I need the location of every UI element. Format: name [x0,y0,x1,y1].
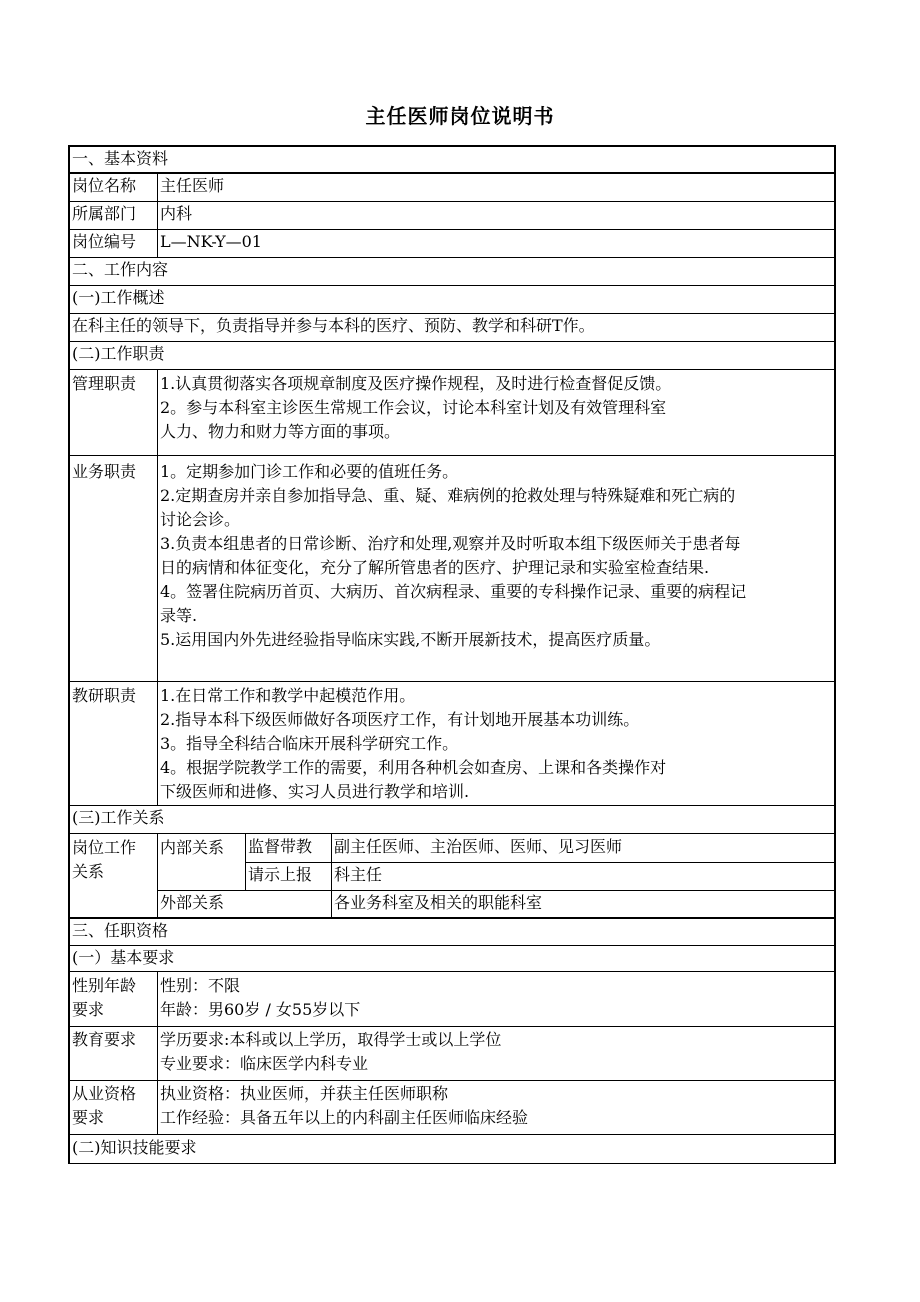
business-duty-line: 日的病情和体征变化，充分了解所管患者的医疗、护理记录和实验室检查结果. [160,558,710,577]
value-position-code: L—NK-Y—01 [157,229,836,258]
label-position-name: 岗位名称 [68,173,158,202]
work-relations-label-line: 岗位工作 [72,838,137,857]
major-requirement: 专业要求：临床医学内科专业 [160,1054,369,1073]
section-work-content-heading: 二、工作内容 [68,257,836,286]
business-duty-line: 4。签署住院病历首页、大病历、首次病程录、重要的专科操作记录、重要的病程记 [160,582,747,601]
gender-age-label-line: 要求 [72,1000,105,1019]
education-cell [157,1026,836,1081]
business-duty-line: 5.运用国内外先进经验指导临床实践,不断开展新技术，提高医疗质量。 [160,630,661,649]
qualification-label-line: 要求 [72,1108,105,1127]
teaching-duties-cell [157,681,836,806]
gender-age-label-line: 性别年龄 [72,976,137,995]
value-supervise: 副主任医师、主治医师、医师、见习医师 [331,833,836,863]
gender-requirement: 性别：不限 [160,976,241,995]
label-teaching-duties: 教研职责 [68,681,158,806]
label-report: 请示上报 [245,862,332,891]
label-external-relations: 外部关系 [157,890,332,919]
skills-requirements-heading: (二)知识技能要求 [68,1134,836,1164]
label-supervise: 监督带教 [245,833,332,863]
label-gender-age [68,971,158,1027]
work-overview-text: 在科主任的领导下，负责指导并参与本科的医疗、预防、教学和科研T作。 [68,313,836,342]
work-overview-heading: (一)工作概述 [68,285,836,314]
value-position-name: 主任医师 [157,173,836,202]
label-position-code: 岗位编号 [68,229,158,258]
business-duty-line: 3.负责本组患者的日常诊断、治疗和处理,观察并及时听取本组下级医师关于患者每 [160,534,741,553]
label-management-duties: 管理职责 [68,369,158,456]
work-relations-heading: (三)工作关系 [68,805,836,834]
degree-requirement: 学历要求:本科或以上学历，取得学士或以上学位 [160,1030,502,1049]
business-duty-line: 讨论会诊。 [160,510,241,529]
label-business-duties: 业务职责 [68,455,158,682]
business-duty-line: 2.定期查房并亲自参加指导急、重、疑、难病例的抢救处理与特殊疑难和死亡病的 [160,486,736,505]
teaching-duty-line: 3。指导全科结合临床开展科学研究工作。 [160,734,459,753]
management-duty-line: 1.认真贯彻落实各项规章制度及医疗操作规程，及时进行检查督促反馈。 [160,374,672,393]
section-qualifications-heading: 三、任职资格 [68,917,836,946]
basic-requirements-heading: (一）基本要求 [68,945,836,972]
label-qualification [68,1080,158,1135]
experience-requirement: 工作经验：具备五年以上的内科副主任医师临床经验 [160,1108,529,1127]
label-internal-relations: 内部关系 [157,833,246,891]
business-duty-line: 1。定期参加门诊工作和必要的值班任务。 [160,462,459,481]
management-duty-line: 2。参与本科室主诊医生常规工作会议，讨论本科室计划及有效管理科室 [160,398,667,417]
gender-age-cell [157,971,836,1027]
label-work-relations [68,833,158,919]
teaching-duty-line: 4。根据学院教学工作的需要，利用各种机会如查房、上课和各类操作对 [160,758,667,777]
section-basic-info-heading: 一、基本资料 [68,145,836,173]
value-external-relations: 各业务科室及相关的职能科室 [331,890,836,919]
value-department: 内科 [157,201,836,230]
work-duties-heading: (二)工作职责 [68,341,836,370]
qualification-cell [157,1080,836,1135]
teaching-duty-line: 1.在日常工作和教学中起模范作用。 [160,686,416,705]
page-title: 主任医师岗位说明书 [365,104,555,128]
management-duties-cell [157,369,836,456]
business-duties-cell [157,455,836,682]
teaching-duty-line: 下级医师和进修、实习人员进行教学和培训. [160,782,470,801]
management-duty-line: 人力、物力和财力等方面的事项。 [160,422,401,441]
license-requirement: 执业资格：执业医师，并获主任医师职称 [160,1084,449,1103]
label-education: 教育要求 [68,1026,158,1081]
work-relations-label-line: 关系 [72,862,105,881]
age-requirement: 年龄：男60岁 / 女55岁以下 [160,1000,361,1019]
value-report: 科主任 [331,862,836,891]
label-department: 所属部门 [68,201,158,230]
qualification-label-line: 从业资格 [72,1084,137,1103]
business-duty-line: 录等. [160,606,198,625]
teaching-duty-line: 2.指导本科下级医师做好各项医疗工作，有计划地开展基本功训练。 [160,710,640,729]
